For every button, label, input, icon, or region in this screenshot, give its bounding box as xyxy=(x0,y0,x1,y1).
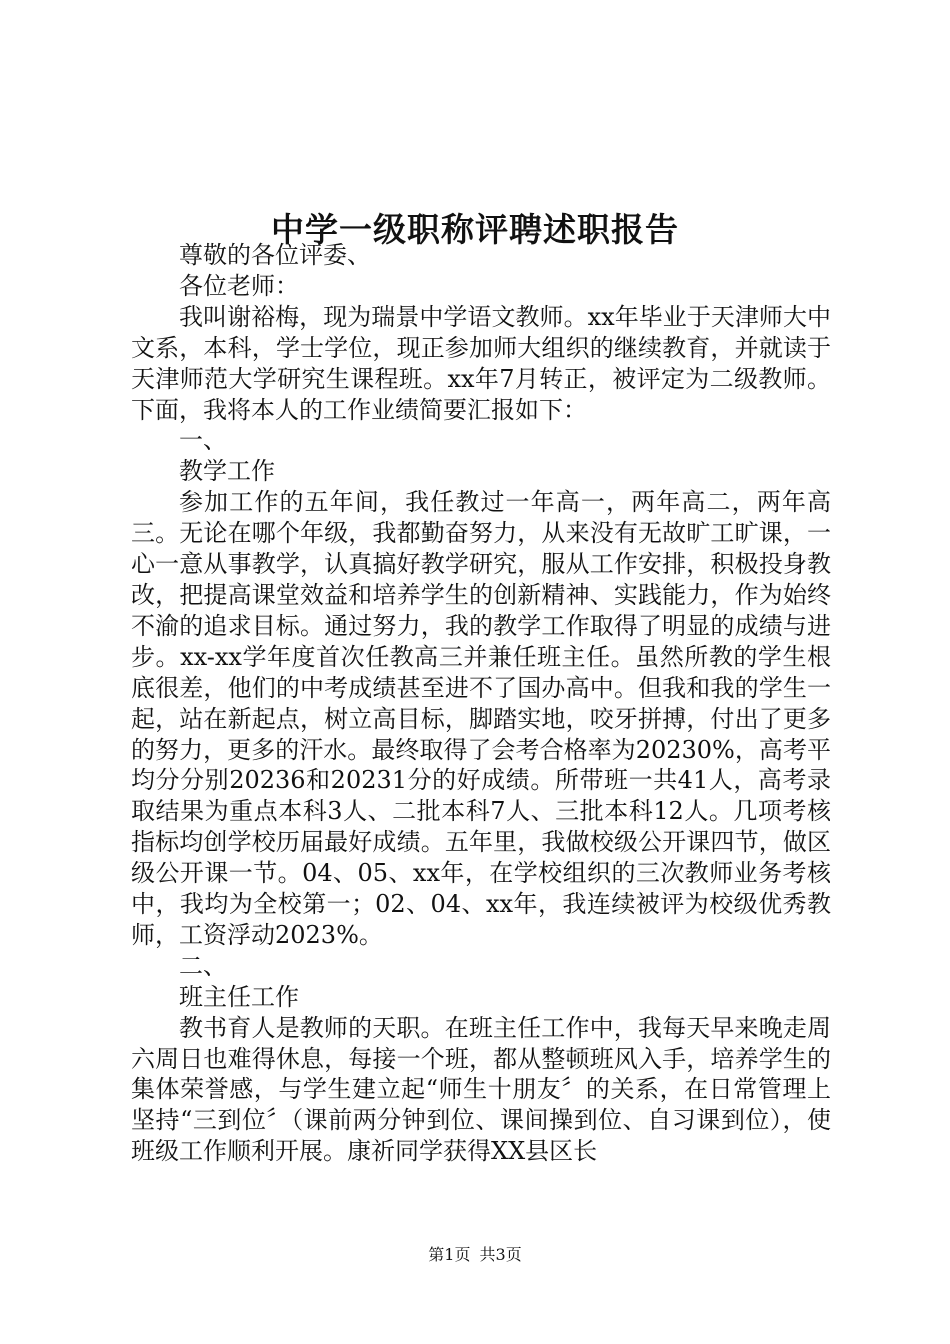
section-number-2: 二、 xyxy=(179,951,227,980)
intro-paragraph: 我叫谢裕梅，现为瑞景中学语文教师。xx年毕业于天津师大中文系，本科，学士学位，现正参加师大组织的继续教育，并就读于天津师范大学研究生课程班。xx年7月转正，被评定为二级教师。下面，我将本人的工作业绩简要汇报如下： xyxy=(131,302,831,424)
page-number: 第1页 xyxy=(428,1245,471,1264)
page-footer xyxy=(0,1244,950,1266)
teaching-paragraph: 参加工作的五年间，我任教过一年高一，两年高二，两年高三。无论在哪个年级，我都勤奋努力，从来没有无故旷工旷课，一心一意从事教学，认真搞好教学研究，服从工作安排，积极投身教改，把提高课堂效益和培养学生的创新精神、实践能力，作为始终不渝的追求目标。通过努力，我的教学工作取得了明显的成绩与进步。xx-xx学年度首次任教高三并兼任班主任。虽然所教的学生根底很差，他们的中考成绩甚至进不了国办高中。但我和我的学生一起，站在新起点，树立高目标，脚踏实地，咬牙拼搏，付出了更多的努力，更多的汗水。最终取得了会考合格率为20230%，高考平均分分别20236和20231分的好成绩。所带班一共41人，高考录取结果为重点本科3人、二批本科7人、三批本科12人。几项考核指标均创学校历届最好成绩。五年里，我做校级公开课四节，做区级公开课一节。04、05、xx年，在学校组织的三次教师业务考核中，我均为全校第一；02、04、xx年，我连续被评为校级优秀教师，工资浮动2023%。 xyxy=(131,488,831,949)
section-heading-class-teacher: 班主任工作 xyxy=(179,982,299,1011)
class-teacher-paragraph: 教书育人是教师的天职。在班主任工作中，我每天早来晚走周六周日也难得休息，每接一个班，都从整顿班风入手，培养学生的集体荣誉感，与学生建立起“师生十朋友〞的关系，在日常管理上坚持“三到位〞（课前两分钟到位、课间操到位、自习课到位），使班级工作顺利开展。康祈同学获得XX县区长 xyxy=(131,1013,831,1166)
salutation-line-2: 各位老师： xyxy=(179,271,299,300)
page-total: 共3页 xyxy=(479,1245,522,1264)
salutation-line-1: 尊敬的各位评委、 xyxy=(179,241,371,269)
section-number-1: 一、 xyxy=(179,426,227,455)
document-title: 中学一级职称评聘述职报告 xyxy=(271,210,679,250)
document-body xyxy=(131,240,831,1167)
section-heading-teaching: 教学工作 xyxy=(179,457,275,486)
